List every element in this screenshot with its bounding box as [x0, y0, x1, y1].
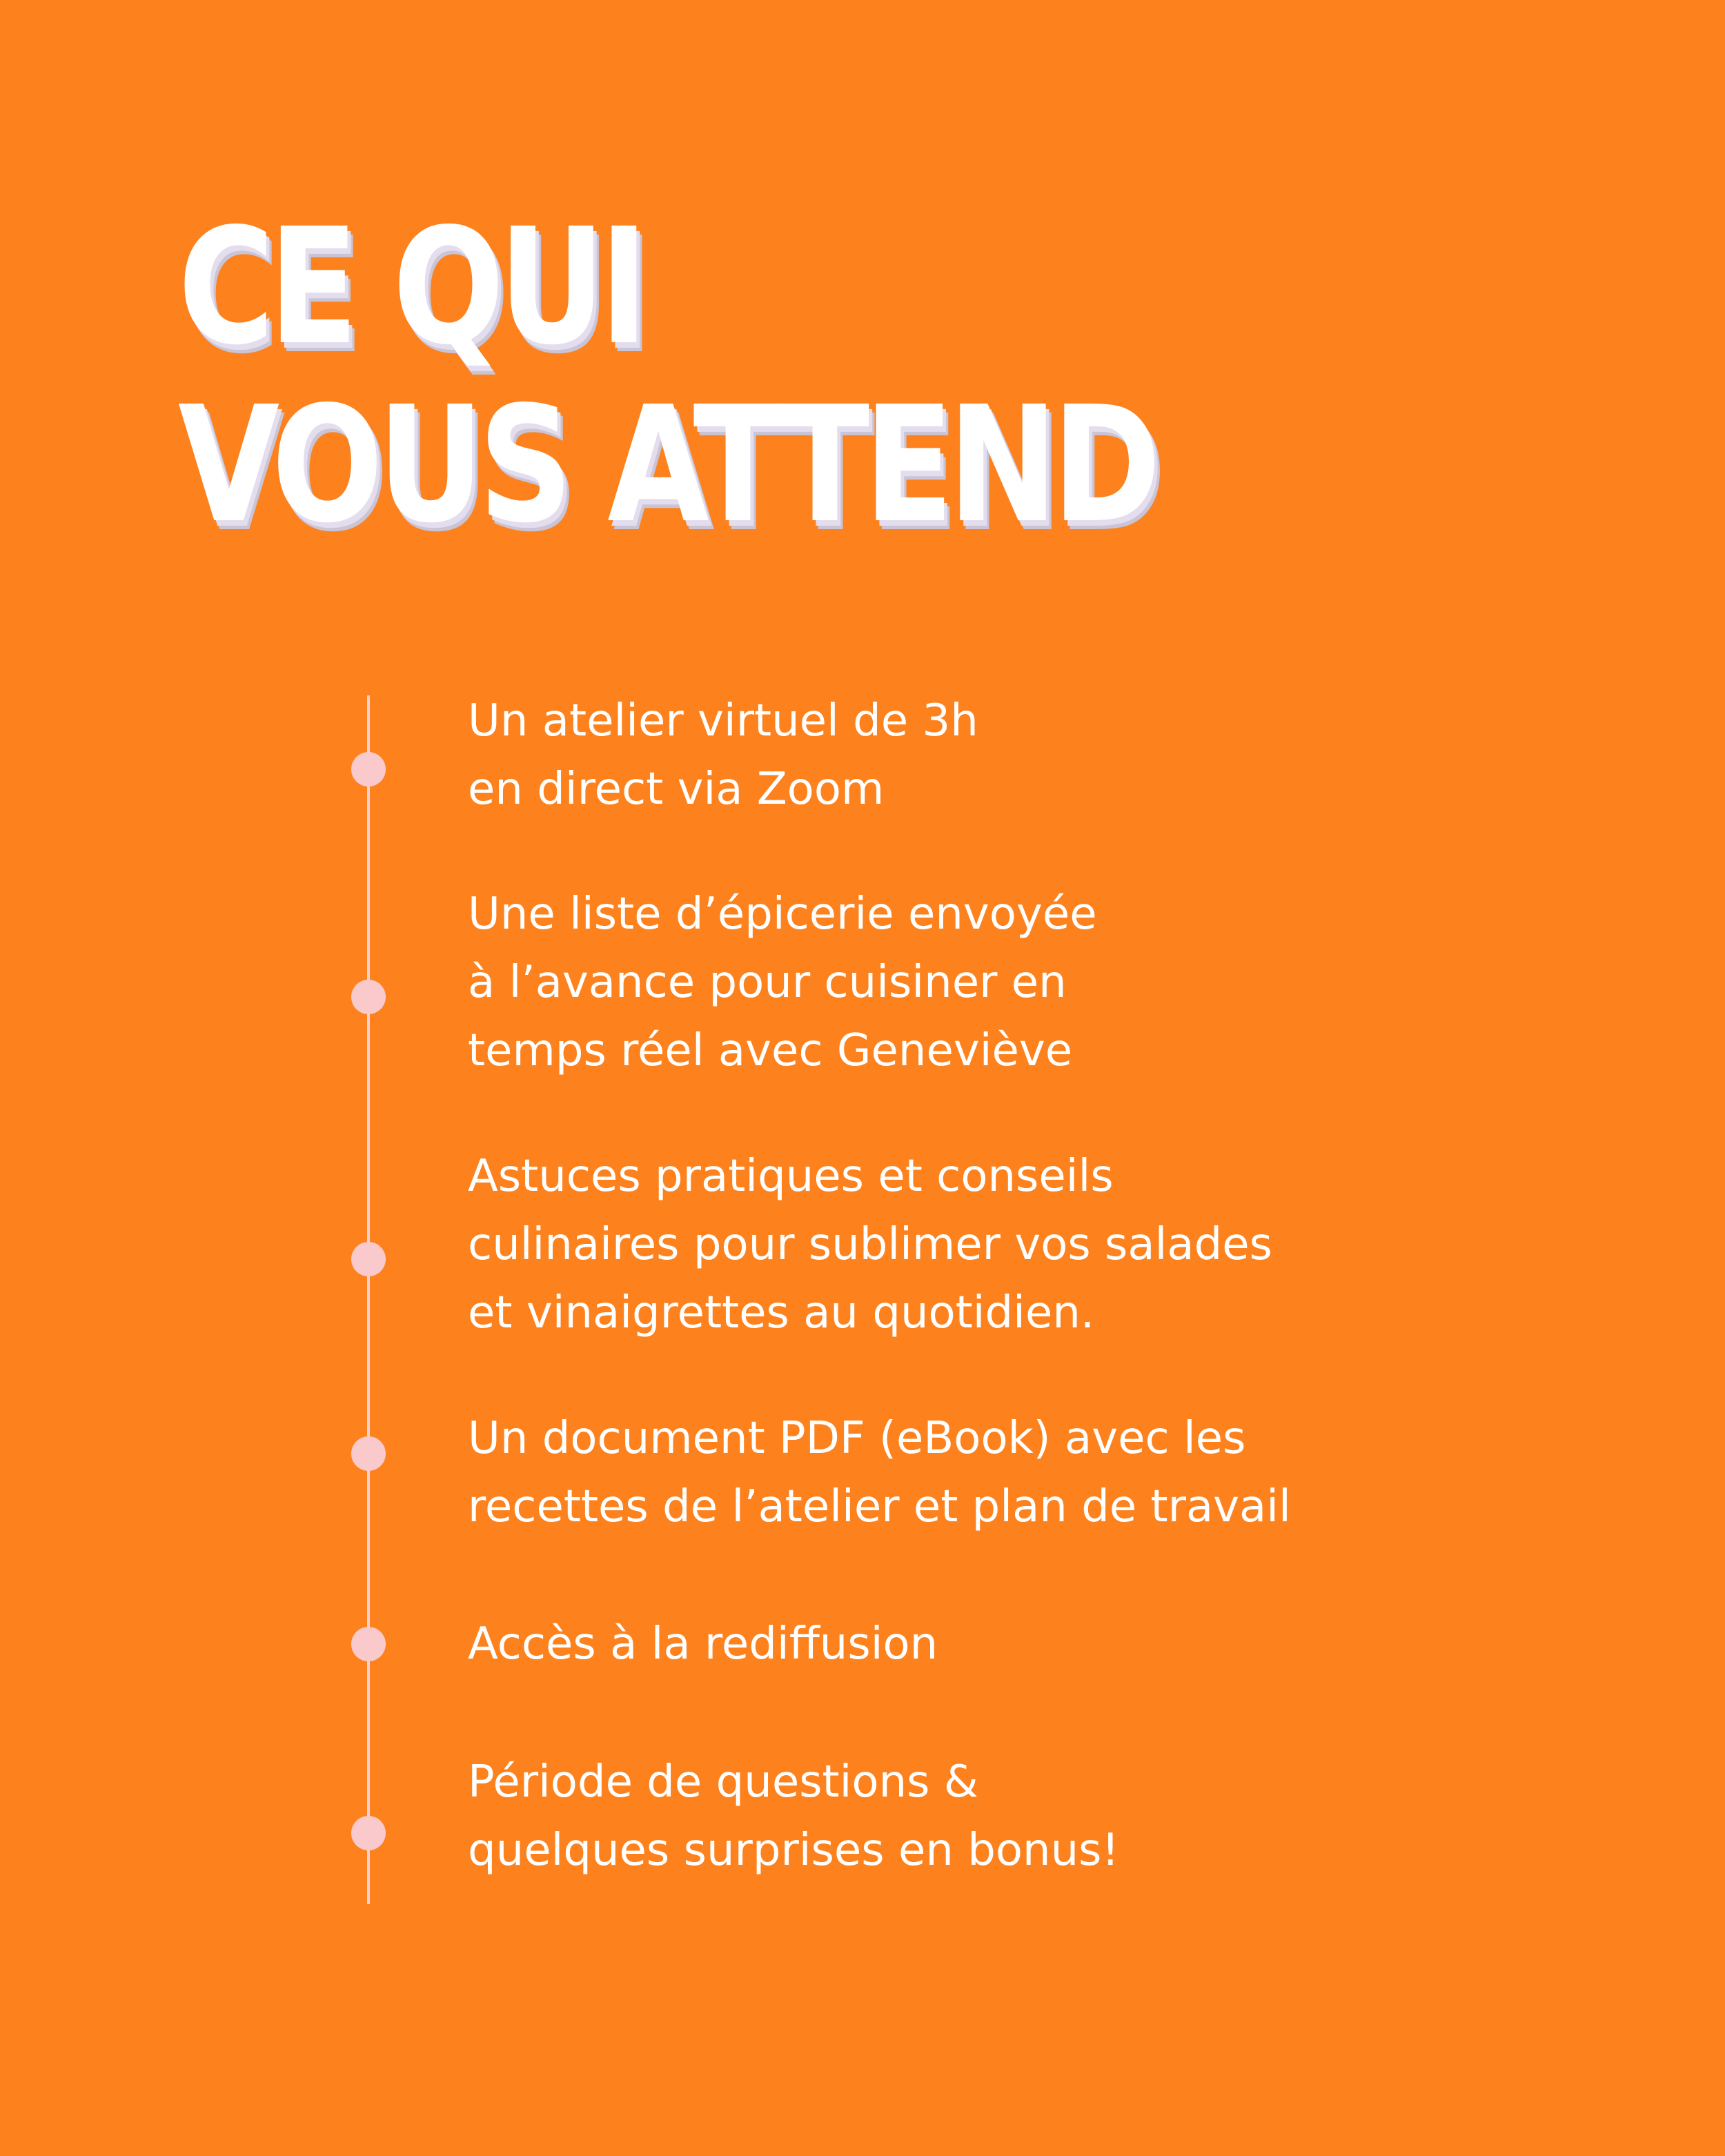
list-item [468, 1405, 1434, 1541]
timeline-line [367, 695, 370, 1904]
timeline-dot [351, 1816, 386, 1850]
list-item-line: Un atelier virtuel de 3h [468, 695, 978, 746]
list-item-line: quelques surprises en bonus! [468, 1825, 1120, 1876]
list-item-line: Un document PDF (eBook) avec les [468, 1413, 1246, 1464]
list-item-line: en direct via Zoom [468, 764, 885, 815]
timeline-dot [351, 1242, 386, 1276]
list-item-line: Période de questions & [468, 1757, 978, 1808]
list-item-line: temps réel avec Geneviève [468, 1025, 1073, 1076]
list-item-line: Accès à la rediffusion [468, 1619, 938, 1670]
timeline-dot [351, 980, 386, 1014]
timeline-dot [351, 752, 386, 787]
list-item [468, 1610, 1434, 1679]
list-item [468, 687, 1434, 824]
timeline-dot [351, 1627, 386, 1661]
list-item-line: Astuces pratiques et conseils [468, 1151, 1114, 1202]
title-line-2: VOUS ATTEND [178, 372, 1156, 558]
list-item [468, 1748, 1434, 1885]
title-line-1: CE QUI [178, 194, 643, 380]
list-item-line: à l’avance pour cuisiner en [468, 957, 1067, 1008]
list-item-line: Une liste d’épicerie envoyée [468, 889, 1097, 940]
list-item [468, 880, 1434, 1085]
list-item-line: culinaires pour sublimer vos salades [468, 1219, 1272, 1270]
timeline-dot [351, 1436, 386, 1471]
list-item-line: recettes de l’atelier et plan de travail [468, 1481, 1291, 1532]
list-item-line: et vinaigrettes au quotidien. [468, 1287, 1095, 1338]
page-title [178, 194, 1370, 563]
list-item [468, 1143, 1434, 1347]
